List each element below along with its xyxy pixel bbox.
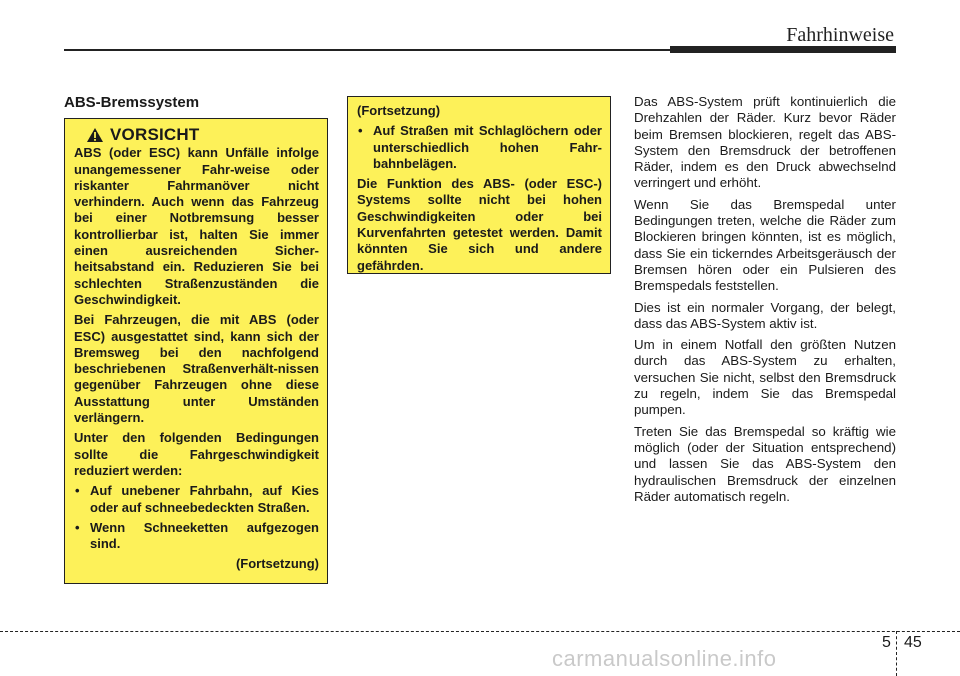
warning-paragraph: Die Funktion des ABS- (oder ESC-) Systems sollte nicht bei hohen Geschwindigkeiten oder bei Kurvenfahrten getestet werden. Damit könnten Sie sich und andere gefährden. [357, 176, 602, 273]
warning-box-left [64, 118, 328, 584]
warning-heading [74, 127, 319, 143]
footer-rule [0, 631, 960, 632]
continued-label: (Fortsetzung) [235, 556, 319, 572]
body-paragraph: Treten Sie das Bremspedal so kräftig wie möglich (oder der Situation entsprechend) und lassen Sie das ABS-System den hydraulischen Bremsdruck der einzelnen Räder automatisch regeln. [634, 423, 896, 504]
body-paragraph: Dies ist ein normaler Vorgang, der belegt, dass das ABS-System aktiv ist. [634, 299, 896, 331]
watermark: carmanualsonline.info [552, 646, 777, 671]
continued-label: (Fortsetzung) [357, 103, 441, 118]
page-header-title: Fahrhinweise [786, 24, 894, 46]
body-paragraph: Das ABS-System prüft kontinuierlich die Drehzahlen der Räder. Kurz bevor Räder beim Bremsen blockieren, regelt das ABS-System den Bremsdruck der betroffenen Räder, indem es den Druck abwechselnd verringert und erhöht. [634, 94, 896, 191]
page-number: 45 [904, 634, 922, 651]
footer-divider [896, 631, 897, 676]
chapter-number: 5 [882, 634, 891, 651]
body-column [634, 94, 896, 510]
warning-paragraph: ABS (oder ESC) kann Unfälle infolge unangemessener Fahr-weise oder riskanter Fahrmanöver nicht verhindern. Auch wenn das Fahrzeug bei einer Notbremsung besser kontrollierbar ist, halten Sie immer einen ausreichenden Sicher-heitsabstand ein. Reduzieren Sie bei schlechten Straßenzuständen die Geschwindigkeit. [74, 145, 319, 307]
body-paragraph: Wenn Sie das Bremspedal unter Bedingungen treten, welche die Räder zum Blockieren bringen könnten, ist es möglich, dass Sie ein tickerndes Arbeitsgeräusch der Bremsen hören oder ein Pulsieren des Bremspedals feststellen. [634, 196, 896, 294]
warning-box-right [347, 96, 611, 274]
body-paragraph: Um in einem Notfall den größten Nutzen durch das ABS-System zu erhalten, versuchen Sie nicht, selbst den Bremsdruck zu regeln, indem Sie das Bremspedal pumpen. [634, 337, 896, 418]
warning-paragraph: Unter den folgenden Bedingungen sollte die Fahrgeschwindigkeit reduziert werden: [74, 430, 319, 478]
warning-bullet: • Auf Straßen mit Schlaglöchern oder unterschiedlich hohen Fahr-bahnbelägen. [357, 123, 602, 172]
warning-heading-text: VORSICHT [110, 125, 200, 144]
warning-triangle-icon [86, 127, 104, 143]
warning-bullet: • Auf unebener Fahrbahn, auf Kies oder auf schneebedeckten Straßen. [74, 483, 319, 516]
warning-paragraph: Bei Fahrzeugen, die mit ABS (oder ESC) ausgestattet sind, kann sich der Bremsweg bei den nachfolgend beschriebenen Straßenverhält-nissen gegenüber Fahrzeugen ohne diese Ausstattung unter Umständen verlängern. [74, 312, 319, 426]
warning-bullet: • Wenn Schneeketten aufgezogen sind. [74, 520, 319, 553]
header-bar [670, 46, 896, 53]
header-rule [64, 49, 670, 51]
section-title: ABS-Bremssystem [64, 94, 200, 111]
